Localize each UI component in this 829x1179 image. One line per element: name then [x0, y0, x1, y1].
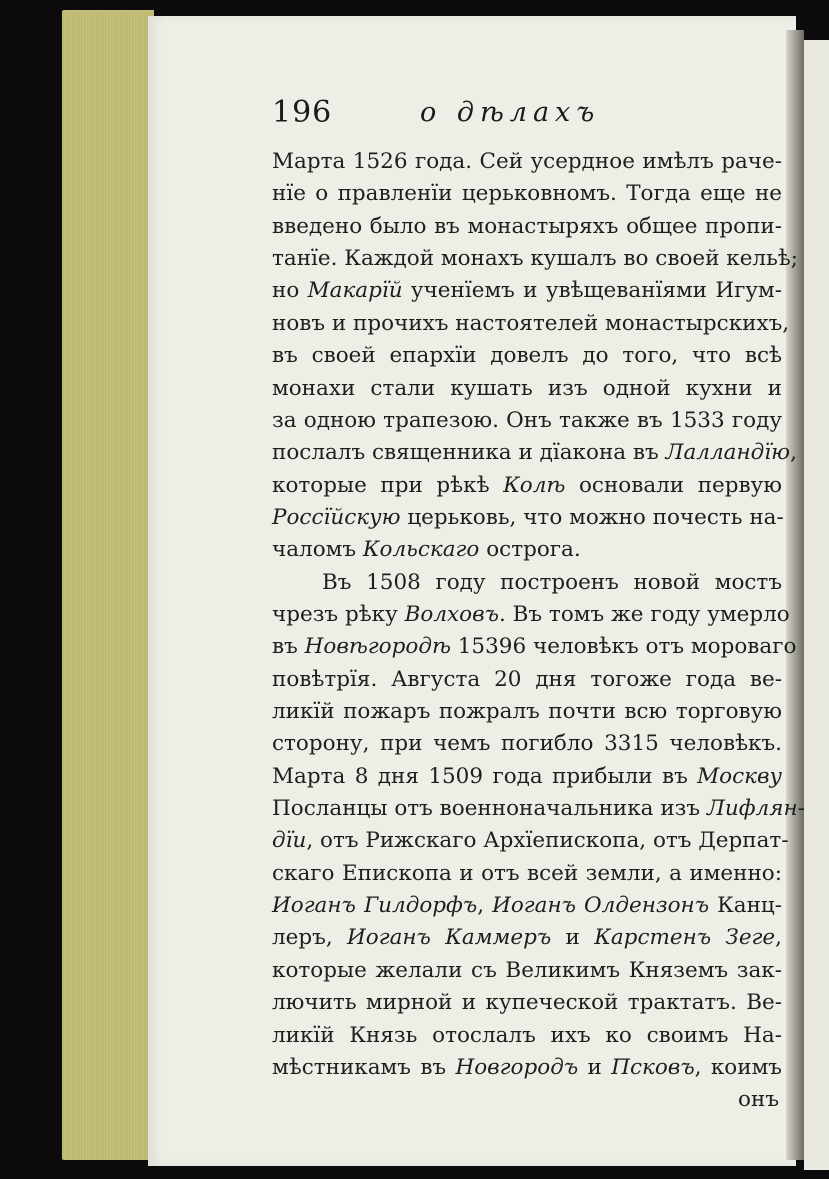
page-number: 196 — [272, 95, 333, 130]
text-run: . Въ томъ же году умерло — [498, 601, 790, 627]
text-line — [272, 987, 782, 1019]
text-line — [272, 340, 782, 372]
text-run: танїе. Каждой монахъ кушалъ во своей кельѣ; — [272, 246, 799, 272]
text-run: ученїемъ и увѣщеванїями Игум- — [402, 278, 782, 304]
text-run: но — [272, 278, 308, 304]
text-run: , — [775, 925, 782, 951]
proper-name: Лалландїю — [665, 440, 791, 466]
proper-name: Кольскаго — [362, 537, 480, 563]
text-line — [272, 793, 805, 825]
text-line — [272, 761, 782, 793]
text-line — [272, 373, 782, 405]
text-line — [272, 502, 782, 534]
text-run: онъ — [738, 1087, 779, 1113]
text-line — [272, 1052, 782, 1084]
text-line — [272, 858, 782, 890]
proper-name: Иоганъ Каммеръ — [347, 925, 552, 951]
proper-name: Новѣгородѣ — [304, 634, 451, 660]
text-line — [272, 470, 782, 502]
text-run: , — [477, 893, 493, 919]
text-run: за одною трапезою. Онъ также въ 1533 году — [272, 407, 782, 433]
text-run: послалъ священника и дїакона въ — [272, 440, 666, 466]
text-run: Марта 1526 года. Сей усердное имѣлъ раче- — [272, 149, 782, 174]
text-line — [272, 890, 782, 922]
text-run: церьковь, что можно почесть на- — [400, 504, 784, 530]
proper-name: Новгородъ — [455, 1054, 579, 1080]
text-run: повѣтрїя. Августа 20 дня тогоже года ве- — [272, 666, 782, 692]
text-run: сторону, при чемъ погибло 3315 человѣкъ. — [272, 731, 782, 757]
proper-name: Волховъ — [404, 601, 499, 627]
running-head: о дѣлахъ — [420, 97, 601, 128]
text-run: которые при рѣкѣ — [272, 472, 504, 498]
text-run: Марта 8 дня 1509 года прибыли въ — [272, 763, 698, 789]
proper-name: Лифлян- — [706, 796, 805, 821]
text-line — [272, 728, 782, 760]
proper-name: Карстенъ Зеге — [594, 925, 776, 951]
text-run: ликїй пожаръ пожралъ почти всю торговую — [272, 699, 782, 724]
text-run: въ своей епархїи довелъ до того, что всѣ — [272, 343, 782, 369]
text-line — [272, 825, 789, 857]
text-run: леръ, — [272, 925, 348, 951]
proper-name: Псковъ — [611, 1054, 695, 1080]
text-line — [272, 696, 782, 728]
text-line — [272, 405, 782, 437]
text-run: Посланцы отъ военноначальника изъ — [272, 796, 707, 821]
text-run: нїе о правленїи церьковномъ. Тогда еще не — [272, 181, 782, 207]
text-run: Въ 1508 году построенъ новой мостъ — [322, 569, 782, 595]
text-run: и — [578, 1054, 612, 1080]
text-run: лючить мирной и купеческой трактатъ. Ве- — [272, 990, 782, 1016]
proper-name: Иоганъ Олдензонъ — [492, 893, 710, 919]
proper-name: Москву — [697, 763, 782, 789]
text-run: которые желали съ Великимъ Княземъ зак- — [272, 957, 782, 983]
text-run: введено было въ монастыряхъ общее пропи- — [272, 213, 782, 239]
text-run: Канц- — [709, 893, 782, 919]
proper-name: Макарїй — [307, 278, 403, 304]
proper-name: Иоганъ Гилдорфъ — [272, 893, 478, 919]
proper-name: Россїйскую — [272, 504, 401, 530]
text-line — [272, 243, 799, 275]
text-run: монахи стали кушать изъ одной кухни и — [272, 375, 782, 401]
text-line — [272, 631, 797, 663]
text-line — [272, 146, 782, 178]
text-run: и — [551, 925, 595, 951]
proper-name: дїи — [272, 828, 307, 854]
text-line — [272, 178, 782, 210]
text-line — [272, 211, 782, 243]
text-line — [272, 437, 797, 469]
text-run: 15396 человѣкъ отъ мороваго — [450, 634, 797, 660]
text-line — [272, 534, 581, 566]
text-run: чрезъ рѣку — [272, 601, 405, 627]
text-run: ликїй Князь отослалъ ихъ ко своимъ На- — [272, 1022, 782, 1048]
text-run: новъ и прочихъ настоятелей монастырскихъ, — [272, 310, 790, 336]
text-run: основали первую — [565, 472, 782, 498]
catchword — [738, 1084, 779, 1116]
text-run: , отъ Рижскаго Архїепископа, отъ Дерпат- — [306, 828, 789, 854]
text-line — [322, 567, 782, 599]
text-run: скаго Епископа и отъ всей земли, а именно: — [272, 860, 782, 886]
text-line — [272, 1020, 782, 1052]
text-run: мѣстникамъ въ — [272, 1054, 456, 1080]
proper-name: Колѣ — [503, 472, 566, 498]
text-run: , коимъ — [694, 1054, 782, 1080]
text-line — [272, 275, 782, 307]
text-run: острога. — [479, 537, 581, 563]
text-line — [272, 922, 782, 954]
text-run: въ — [272, 634, 305, 660]
text-line — [272, 664, 782, 696]
text-line — [272, 599, 790, 631]
text-line — [272, 955, 782, 987]
text-run: , — [790, 440, 797, 466]
text-run: чаломъ — [272, 537, 363, 563]
text-line — [272, 308, 790, 340]
